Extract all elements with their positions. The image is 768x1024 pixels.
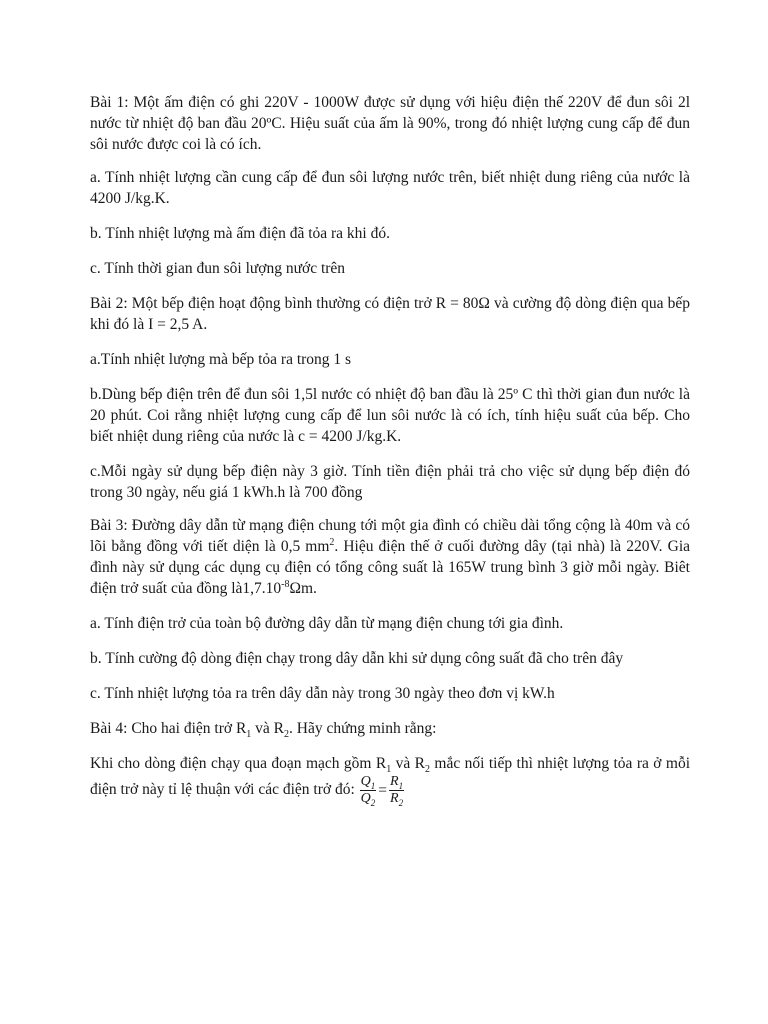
bai4-body-text-2: và R (391, 755, 426, 772)
q-index-2: 2 (370, 797, 376, 808)
fraction-q-denominator (360, 791, 377, 807)
q-symbol-bottom: Q (360, 791, 371, 806)
bai3-intro (90, 515, 690, 599)
bai2-part-c: c.Mỗi ngày sử dụng bếp điện này 3 giờ. Tính tiền điện phải trả cho việc sử dụng bếp điện đó trong 30 ngày, nếu giá 1 kWh.h là 700 đồng (90, 463, 690, 501)
fraction-q-numerator (360, 774, 377, 791)
bai3-exponent-minus8: -8 (281, 578, 290, 590)
fraction-r1-r2 (389, 774, 404, 807)
document-page (90, 92, 690, 807)
fraction-r-denominator (389, 791, 404, 807)
bai2-part-b: b.Dùng bếp điện trên để đun sôi 1,5l nước có nhiệt độ ban đầu là 25º C thì thời gian đun nước là 20 phút. Coi rằng nhiệt lượng cung cấp để lun sôi nước là có ích, tính hiệu suất của bếp. Cho biết nhiệt dung riêng của nước là c = 4200 J/kg.K. (90, 386, 690, 445)
bai4-body-text-3: mắc nối tiếp thì nhiệt lượng tỏa ra ở mỗi điện trở này tỉ lệ thuận với các điện trở đó: (90, 755, 691, 799)
r-symbol-bottom: R (390, 791, 399, 806)
fraction-r-numerator (389, 774, 404, 791)
bai1-part-b: b. Tính nhiệt lượng mà ấm điện đã tỏa ra khi đó. (90, 225, 390, 242)
bai1-part-a: a. Tính nhiệt lượng cần cung cấp để đun sôi lượng nước trên, biết nhiệt dung riêng của nước là 4200 J/kg.K. (90, 169, 690, 207)
bai3-part-b: b. Tính cường độ dòng điện chạy trong dây dẫn khi sử dụng công suất đã cho trên đây (90, 650, 624, 667)
q-index-1: 1 (370, 780, 376, 791)
bai3-intro-text-3: Ωm. (289, 580, 317, 597)
q-symbol-top: Q (360, 774, 371, 789)
bai4-body-sub-2: 2 (425, 764, 431, 776)
bai1-part-c: c. Tính thời gian đun sôi lượng nước trên (90, 260, 346, 277)
bai3-exponent-2: 2 (329, 536, 335, 548)
bai4-sub-1: 1 (246, 729, 252, 741)
bai3-part-a: a. Tính điện trở của toàn bộ đường dây dẫn từ mạng điện chung tới gia đình. (90, 615, 564, 632)
bai4-body-sub-1: 1 (386, 764, 392, 776)
bai4-body (90, 753, 690, 807)
bai4-sub-2: 2 (284, 729, 290, 741)
bai4-intro-text-3: . Hãy chứng minh rằng: (289, 720, 437, 737)
bai2-part-a: a.Tính nhiệt lượng mà bếp tỏa ra trong 1 s (90, 351, 352, 368)
bai4-intro-text-1: Bài 4: Cho hai điện trở R (90, 720, 247, 737)
bai4-intro-text-2: và R (251, 720, 285, 737)
r-symbol-top: R (390, 774, 399, 789)
bai3-intro-text-2: . Hiệu điện thế ở cuối đường dây (tại nhà) là 220V. Gia đình này sử dụng các dụng cụ điện có tổng công suất là 165W trung bình 3 giờ mỗi ngày. Biêt điện trở suất của đồng là1,7.10 (90, 538, 690, 597)
r-index-2: 2 (398, 797, 404, 808)
bai2-intro: Bài 2: Một bếp điện hoạt động bình thường có điện trở R = 80Ω và cường độ dòng điện qua bếp khi đó là I = 2,5 A. (90, 295, 690, 333)
bai4-intro (90, 718, 690, 739)
bai1-intro: Bài 1: Một ấm điện có ghi 220V - 1000W được sử dụng với hiệu điện thế 220V để đun sôi 2l nước từ nhiệt độ ban đầu 20ºC. Hiệu suất của ấm là 90%, trong đó nhiệt lượng cung cấp để đun sôi nước được coi là có ích. (90, 94, 690, 153)
r-index-1: 1 (398, 780, 404, 791)
bai4-body-text-1: Khi cho dòng điện chạy qua đoạn mạch gồm R (90, 755, 387, 772)
equals-sign: = (378, 782, 388, 799)
bai3-part-c: c. Tính nhiệt lượng tỏa ra trên dây dẫn này trong 30 ngày theo đơn vị kW.h (90, 685, 555, 702)
fraction-q1-q2 (360, 774, 377, 807)
bai3-intro-text-1: Bài 3: Đường dây dẫn từ mạng điện chung tới một gia đình có chiều dài tổng cộng là 40m và có lõi bằng đồng với tiết diện là 0,5 mm (90, 517, 690, 555)
